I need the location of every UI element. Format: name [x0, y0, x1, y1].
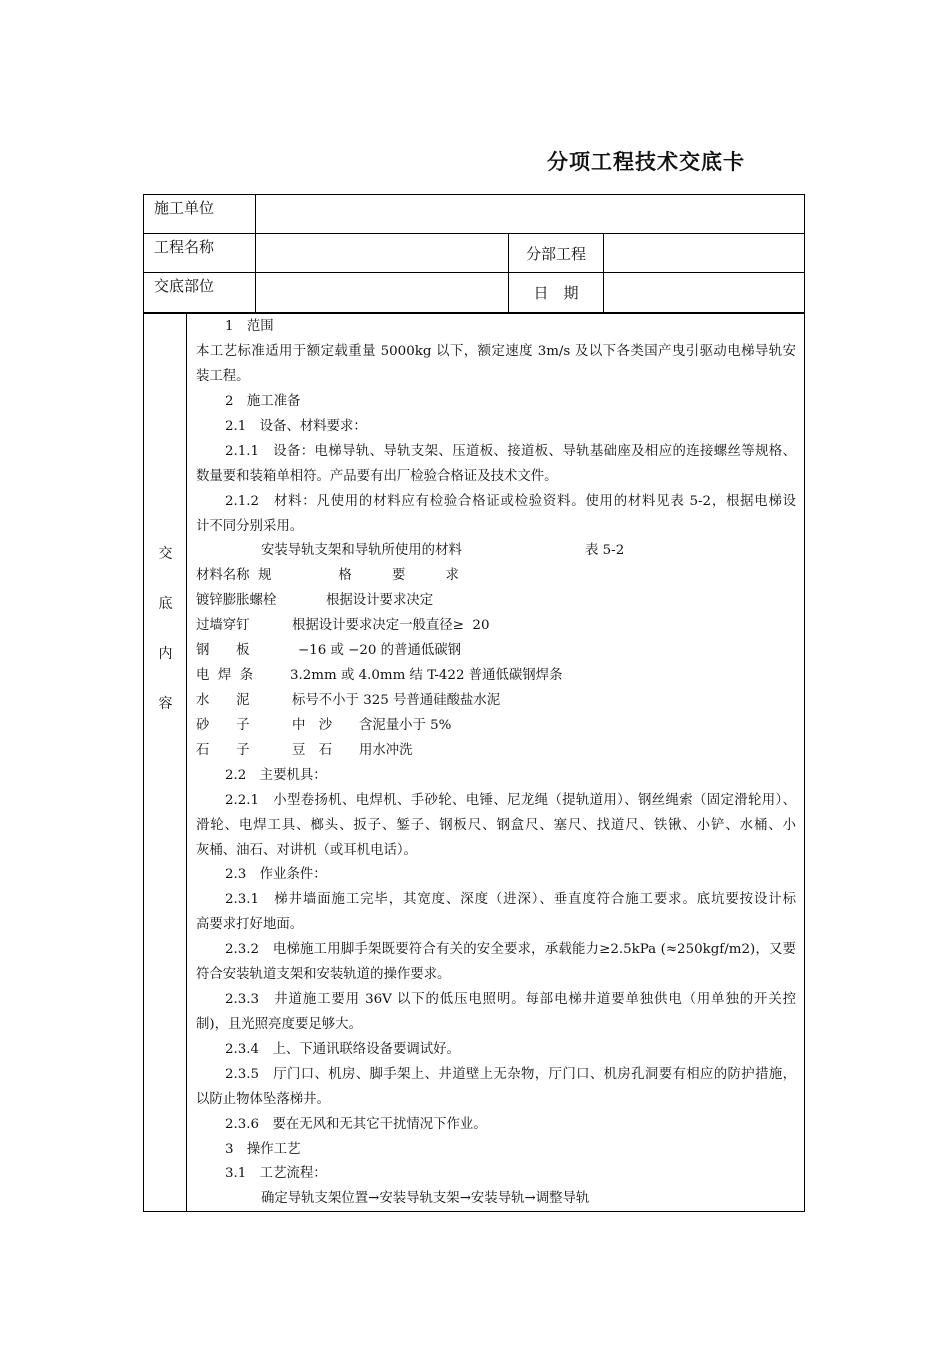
material-requirement: 豆 石 用水冲洗: [292, 743, 413, 758]
subsection-heading: 2.1 设备、材料要求：: [225, 419, 367, 434]
material-name: 钢 板: [196, 643, 250, 658]
project-label: 工程名称: [154, 238, 215, 256]
paragraph-line: 2.3.4 上、下通讯联络设备要调试好。: [225, 1042, 460, 1057]
material-requirement: −16 或 −20 的普通低碳钢: [298, 643, 462, 658]
process-flow: 确定导轨支架位置→安装导轨支架→安装导轨→调整导轨: [261, 1191, 590, 1206]
subsection-heading: 2.3 作业条件：: [225, 867, 327, 882]
paragraph-line: 本工艺标准适用于额定载重量 5000kg 以下，额定速度 3m/s 及以下各类国产曳引驱动电梯导轨安: [196, 344, 796, 359]
side-label-char: 交: [158, 546, 173, 562]
paragraph-line: 高要求打好地面。: [196, 917, 304, 932]
paragraph-line: 以防止物体坠落梯井。: [196, 1092, 330, 1107]
part-value-field[interactable]: [255, 273, 508, 312]
material-name: 镀锌膨胀螺栓: [196, 593, 277, 608]
material-name: 过墙穿钉: [196, 618, 250, 633]
paragraph-line: 2.1.1 设备：电梯导轨、导轨支架、压道板、接道板、导轨基础座及相应的连接螺丝等规格、: [225, 444, 796, 459]
material-requirement: 根据设计要求决定一般直径≥ 20: [292, 618, 490, 633]
section-heading: 1 范围: [225, 319, 274, 334]
material-requirement: 标号不小于 325 号普通硅酸盐水泥: [292, 693, 501, 708]
material-requirement: 根据设计要求决定: [326, 593, 434, 608]
material-requirement: 3.2mm 或 4.0mm 结 T-422 普通低碳钢焊条: [290, 668, 563, 683]
paragraph-line: 装工程。: [196, 369, 250, 384]
table-caption: 安装导轨支架和导轨所使用的材料: [261, 543, 462, 558]
sub-project-value-field[interactable]: [603, 234, 804, 272]
header-row-project: [144, 234, 804, 273]
material-requirement: 中 沙 含泥量小于 5%: [292, 718, 452, 733]
materials-table-header: 材料名称 规 格 要 求: [196, 568, 459, 583]
paragraph-line: 数量要和装箱单相符。产品要有出厂检验合格证及技术文件。: [196, 469, 558, 484]
section-heading: 3 操作工艺: [225, 1142, 301, 1157]
header-row-unit: [144, 195, 804, 234]
paragraph-line: 符合安装轨道支架和安装轨道的操作要求。: [196, 967, 451, 982]
material-name: 水 泥: [196, 693, 250, 708]
paragraph-line: 制)，且光照亮度要足够大。: [196, 1017, 362, 1032]
date-value-field[interactable]: [603, 273, 804, 312]
paragraph-line: 2.3.2 电梯施工用脚手架既要符合有关的安全要求，承载能力≥2.5kPa (≈250kgf/m2)，又要: [225, 942, 796, 957]
subsection-heading: 3.1 工艺流程：: [225, 1166, 327, 1181]
material-name: 石 子: [196, 743, 250, 758]
paragraph-line: 2.3.5 厅门口、机房、脚手架上、井道壁上无杂物，厅门口、机房孔洞要有相应的防护措施，: [225, 1067, 796, 1082]
side-label-char: 容: [158, 696, 173, 712]
sub-project-label: 分部工程: [508, 234, 603, 272]
side-label-column: [144, 314, 187, 1211]
document-title: 分项工程技术交底卡: [547, 149, 745, 174]
paragraph-line: 2.3.6 要在无风和无其它干扰情况下作业。: [225, 1117, 487, 1132]
paragraph-line: 2.3.3 井道施工要用 36V 以下的低压电照明。每部电梯井道要单独供电（用单独的开关控: [225, 992, 796, 1007]
header-row-part: [144, 273, 804, 312]
unit-label: 施工单位: [154, 199, 215, 217]
paragraph-line: 2.3.1 梯井墙面施工完毕，其宽度、深度（进深）、垂直度符合施工要求。底坑要按设计标: [225, 892, 796, 907]
side-label-char: 底: [158, 596, 173, 612]
part-label: 交底部位: [154, 277, 215, 295]
paragraph-line: 灰桶、油石、对讲机（或耳机电话）。: [196, 843, 417, 858]
paragraph-line: 2.1.2 材料：凡使用的材料应有检验合格证或检验资料。使用的材料见表 5-2，根据电梯设: [225, 494, 796, 509]
paragraph-line: 计不同分别采用。: [196, 519, 304, 534]
paragraph-line: 滑轮、电焊工具、榔头、扳子、錾子、钢板尺、钢盒尺、塞尺、找道尺、铁锹、小铲、水桶、小: [196, 818, 796, 833]
section-heading: 2 施工准备: [225, 394, 301, 409]
unit-value-field[interactable]: [255, 195, 804, 233]
project-value-field[interactable]: [255, 234, 508, 272]
material-name: 电 焊 条: [196, 668, 254, 683]
material-name: 砂 子: [196, 718, 250, 733]
table-number: 表 5-2: [585, 543, 625, 558]
subsection-heading: 2.2 主要机具：: [225, 768, 327, 783]
date-label: 日 期: [508, 273, 603, 312]
content-table: [143, 313, 805, 1212]
header-table: [143, 194, 805, 313]
side-label-char: 内: [158, 646, 173, 662]
paragraph-line: 2.2.1 小型卷扬机、电焊机、手砂轮、电锤、尼龙绳（提轨道用）、钢丝绳索（固定滑轮用）、: [225, 793, 796, 808]
